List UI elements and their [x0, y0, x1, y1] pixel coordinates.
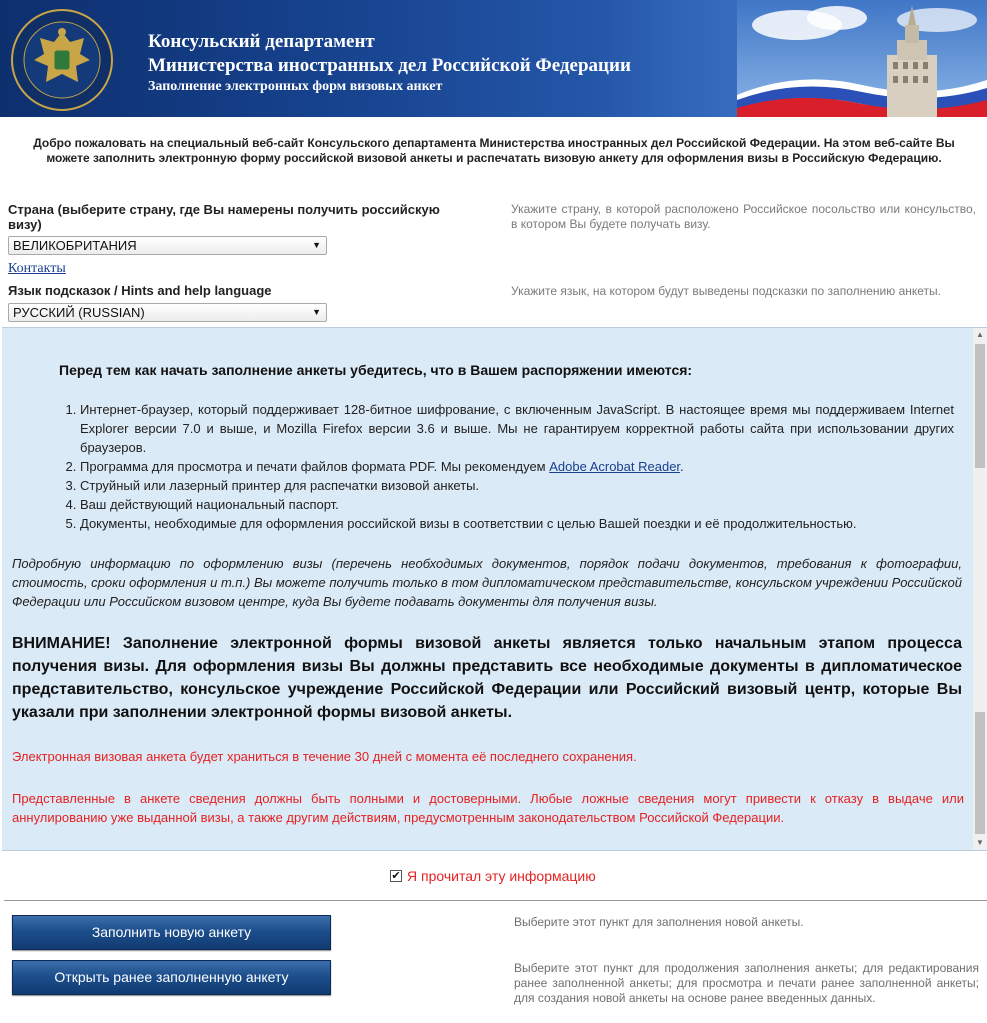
language-select[interactable]	[8, 303, 327, 322]
site-header	[0, 0, 987, 117]
scroll-up-icon[interactable]: ▲	[976, 330, 984, 339]
list-item-text: Программа для просмотра и печати файлов формата PDF. Мы рекомендуем	[80, 459, 550, 474]
language-hint: Укажите язык, на котором будут выведены подсказки по заполнению анкеты.	[511, 284, 941, 298]
contacts-link[interactable]: Контакты	[8, 261, 66, 276]
storage-notice: Электронная визовая анкета будет храниться в течение 30 дней с момента её последнего сохранения.	[12, 749, 637, 764]
acrobat-reader-link[interactable]: Adobe Acrobat Reader	[549, 459, 681, 474]
accuracy-notice: Представленные в анкете сведения должны быть полными и достоверными. Любые ложные сведения могут привести к отказу в выдаче или аннулированию уже выданной визы, а также другим действиям, предусмотренным законодательством Российской Федерации.	[12, 791, 964, 825]
info-scrollbar[interactable]	[973, 328, 987, 850]
visa-info-text: Подробную информацию по оформлению визы (перечень необходимых документов, порядок подачи документов, требования к фотографии, стоимость, сроки оформления и т.п.) Вы можете получить только в том дипломатическом представительстве, консульском учреждении Российской Федерации или Российском визовом центре, куда Вы будете подавать документы для получения визы.	[12, 556, 962, 609]
country-hint: Укажите страну, в которой расположено Российское посольство или консульство, в котором Вы будете получать визу.	[511, 202, 976, 231]
welcome-text: Добро пожаловать на специальный веб-сайт Консульского департамента Министерства иностранных дел Российской Федерации. На этом веб-сайте Вы можете заполнить электронную форму российской визовой анкеты и распечатать визовую анкету для оформления визы в Российскую Федерацию.	[33, 136, 955, 165]
list-item: 1. Интернет-браузер, который поддерживает 128-битное шифрование, с включенным JavaScript. В настоящее время мы поддерживаем Internet Explorer версии 7.0 и выше, и Mozilla Firefox версии 3.6 и выше. Мы не гарантируем корректной работы сайта при использовании других браузеров.	[80, 400, 954, 457]
list-item	[80, 457, 954, 476]
header-title-line2: Министерства иностранных дел Российской Федерации	[148, 55, 631, 76]
ministry-emblem-icon	[10, 8, 114, 112]
divider	[4, 900, 987, 901]
new-form-button[interactable]: Заполнить новую анкету	[12, 915, 331, 950]
scroll-thumb[interactable]	[975, 344, 985, 468]
header-subtitle: Заполнение электронных форм визовых анкет	[148, 79, 443, 94]
open-form-hint: Выберите этот пункт для продолжения заполнения анкеты; для редактирования ранее заполненной анкеты; для просмотра и печати ранее заполненной анкеты; для создания новой анкеты на основе ранее введенных данных.	[514, 961, 979, 1005]
list-item: 5. Документы, необходимые для оформления российской визы в соответствии с целью Вашей поездки и её продолжительностью.	[80, 514, 954, 533]
read-checkbox[interactable]: ✔	[391, 870, 401, 882]
info-panel[interactable]	[2, 327, 987, 851]
list-item-suffix: .	[680, 459, 684, 474]
chevron-down-icon: ▼	[312, 240, 321, 250]
new-form-hint: Выберите этот пункт для заполнения новой анкеты.	[514, 915, 804, 929]
header-title-line1: Консульский департамент	[148, 31, 375, 52]
scroll-thumb-lower[interactable]	[975, 712, 985, 834]
read-checkbox-label: Я прочитал эту информацию	[407, 868, 596, 884]
moscow-building-flag-icon	[737, 0, 987, 117]
country-label: Страна (выберите страну, где Вы намерены получить российскую визу)	[8, 202, 440, 232]
open-form-button[interactable]: Открыть ранее заполненную анкету	[12, 960, 331, 995]
list-item: 4. Ваш действующий национальный паспорт.	[80, 495, 954, 514]
read-confirmation[interactable]	[390, 868, 596, 884]
country-select-value: ВЕЛИКОБРИТАНИЯ	[13, 238, 137, 253]
language-label: Язык подсказок / Hints and help language	[8, 283, 272, 298]
requirements-list	[54, 400, 954, 533]
list-item: 3. Струйный или лазерный принтер для распечатки визовой анкеты.	[80, 476, 954, 495]
chevron-down-icon: ▼	[312, 307, 321, 317]
scroll-down-icon[interactable]: ▼	[976, 838, 984, 847]
header-title	[148, 30, 631, 78]
language-select-value: РУССКИЙ (RUSSIAN)	[13, 305, 145, 320]
info-heading: Перед тем как начать заполнение анкеты убедитесь, что в Вашем распоряжении имеются:	[59, 362, 693, 378]
warning-text: ВНИМАНИЕ! Заполнение электронной формы визовой анкеты является только начальным этапом процесса получения визы. Для оформления визы Вы должны представить все необходимые документы в дипломатическое представительство, консульское учреждение Российской Федерации или Российский визовый центр, которые Вы указали при заполнении электронной формы визовой анкеты.	[12, 635, 962, 721]
country-select[interactable]	[8, 236, 327, 255]
